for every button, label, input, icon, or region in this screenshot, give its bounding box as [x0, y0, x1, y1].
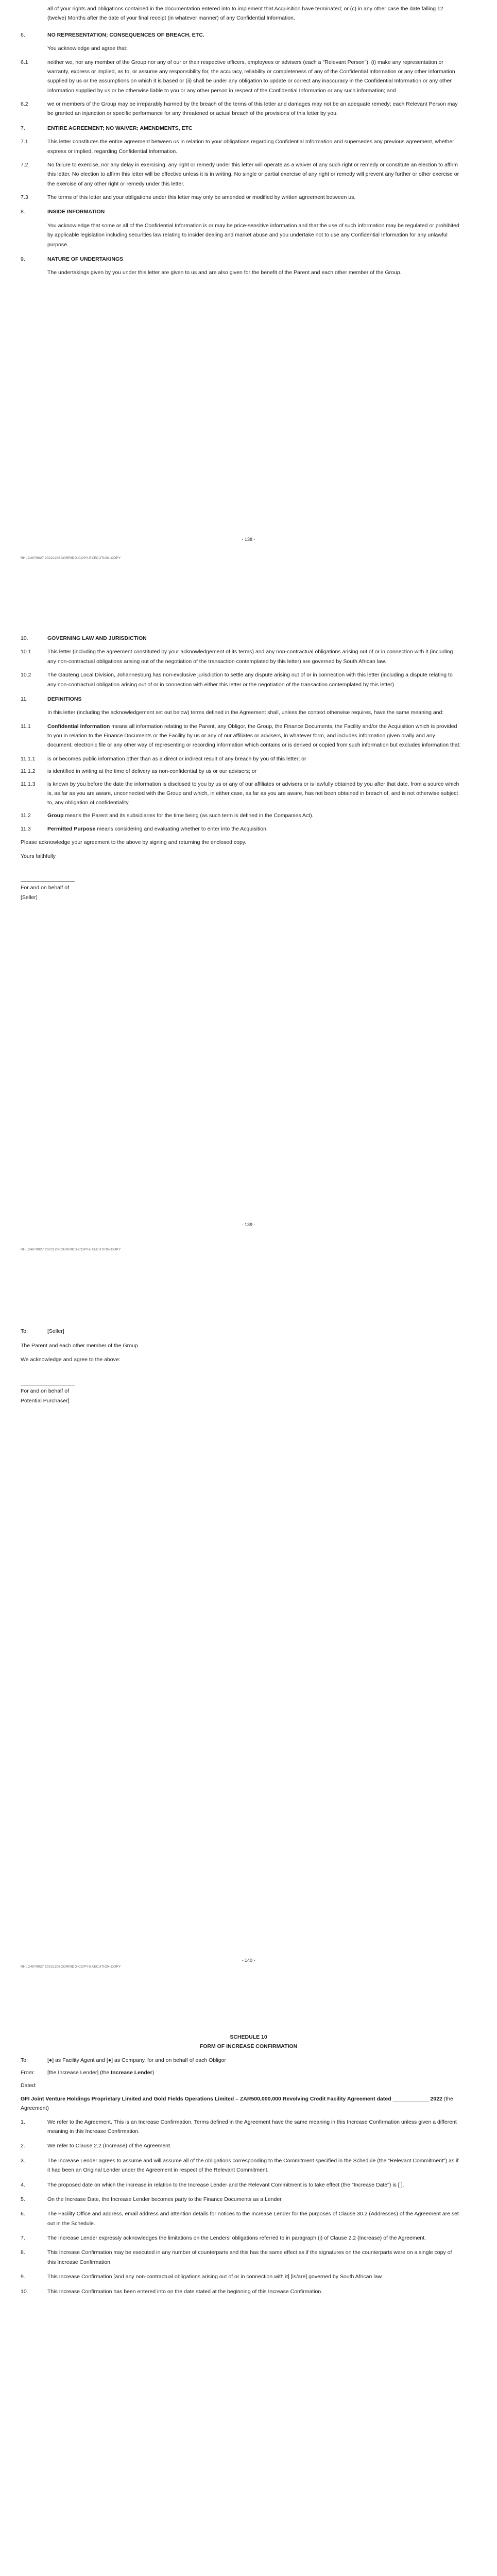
acknowledgement: We acknowledge and agree to the above:	[21, 1356, 121, 1363]
item-text: On the Increase Date, the Increase Lender becomes party to the Finance Documents as a Lender.	[47, 2196, 283, 2202]
definition-group	[0, 811, 497, 820]
clause-number: 6.1	[21, 59, 28, 65]
clause-number: 11.2	[21, 812, 31, 819]
clause-number: 11.1.3	[21, 781, 36, 787]
item-text: This Increase Confirmation [and any non-contractual obligations arising out of or in connection with it] [is/are] governed by South African law.	[47, 2274, 383, 2280]
clause-text: The Gauteng Local Division, Johannesburg has non-exclusive jurisdiction to settle any dispute arising out of or in connection with this letter (including a dispute relating to any non-contractual obligation arising out of or in connection with either this letter or the negotiation of the transaction contemplated by this letter).	[47, 672, 453, 688]
item-number: 6.	[21, 2211, 25, 2217]
clause-text: No failure to exercise, nor any delay in exercising, any right or remedy under this letter will operate as a waiver of any such right or remedy or constitute an election to affirm this letter. No election to affirm this letter will be effective unless it is in writing. No single or partial exercise of any right or remedy will prevent any further or other exercise or the exercise of any other right or remedy under this letter.	[47, 161, 459, 187]
page-139	[0, 634, 497, 906]
clause-6-2	[0, 99, 497, 118]
clause-7-2	[0, 160, 497, 189]
to-label: To:	[21, 1328, 28, 1334]
document-footer: RHLC4979027 20221206CORRIDG-COPY-EXECUTION-COPY	[21, 1248, 121, 1251]
page-number: - 140 -	[242, 1958, 255, 1963]
clause-number: 11.3	[21, 826, 31, 832]
item-text: We refer to Clause 2.2 (Increase) of the Agreement.	[47, 2143, 172, 2149]
section-11-intro: In this letter (including the acknowledgement set out below) terms defined in the Agreement shall, unless the context otherwise requires, have the same meaning and:	[47, 709, 444, 716]
clause-7-3	[0, 193, 497, 202]
increase-confirmation-items	[0, 2117, 497, 2296]
page-140	[0, 1327, 497, 1410]
section-number: 11.	[21, 696, 28, 702]
from-term: Increase Lender	[111, 2070, 152, 2076]
definition-text: means all information relating to the Parent, any Obligor, the Group, the Finance Documents, the Facility and/or the Acquisition which is provided to you in relation to the Finance Documents or the Facility by us or any of our affiliates or advisers, in whatever form, and includes information given orally and any document, electronic file or any other way of representing or recording information which contains or is derived or copied from such information but excludes information that:	[47, 723, 461, 749]
closing-text: Please acknowledge your agreement to the above by signing and returning the enclosed copy.	[21, 839, 247, 846]
signatory-line-1: For and on behalf of	[21, 1388, 69, 1395]
list-item	[0, 2233, 497, 2243]
definition-text: means the Parent and its subsidiaries for the time being (as such term is defined in the Companies Act).	[63, 812, 314, 819]
section-title: GOVERNING LAW AND JURISDICTION	[47, 635, 147, 641]
clause-number: 10.1	[21, 649, 31, 655]
to-value: [Seller]	[47, 1328, 64, 1334]
agreement-title-bold: GFI Joint Venture Holdings Proprietary Limited and Gold Fields Operations Limited – ZAR500,000,000 Revolving Credit Facility Agreement dated ____________ 2022	[21, 2095, 442, 2102]
clause-10-1	[0, 647, 497, 666]
clause-11-1-3	[0, 779, 497, 808]
clause-11-1-2	[0, 767, 497, 776]
agreement-title-rest: (the Agreement)	[21, 2095, 453, 2112]
section-7-heading	[0, 124, 497, 133]
schedule-title: FORM OF INCREASE CONFIRMATION	[199, 2043, 298, 2050]
clause-number: 6.2	[21, 101, 28, 107]
to-row	[0, 2056, 497, 2065]
section-8-heading	[0, 207, 497, 216]
section-9-text: The undertakings given by you under this letter are given to us and are also given for the benefit of the Parent and each other member of the Group.	[47, 269, 402, 276]
section-10-heading	[0, 634, 497, 643]
page-number: - 138 -	[242, 537, 255, 542]
clause-number: 7.2	[21, 161, 28, 168]
clause-text: is or becomes public information other than as a direct or indirect result of any breach by you of this letter; or	[47, 755, 306, 762]
clause-text: is identified in writing at the time of delivery as non-confidential by us or our advisers; or	[47, 768, 257, 775]
list-item	[0, 2272, 497, 2281]
document-footer: RHLC4979027 20221206CORRIDG-COPY-EXECUTION-COPY	[21, 1965, 121, 1969]
item-text: The Increase Lender agrees to assume and will assume all of the obligations corresponding to the Commitment specified in the Schedule (the "Relevant Commitment") as if it had been an Original Lender under the Agreement in respect of the Relevant Commitment.	[47, 2157, 459, 2174]
from-end: )	[152, 2070, 155, 2076]
item-number: 3.	[21, 2157, 25, 2164]
definition-permitted-purpose	[0, 824, 497, 834]
definition-text: means considering and evaluating whether to enter into the Acquisition.	[95, 826, 268, 832]
section-title: INSIDE INFORMATION	[47, 209, 105, 215]
clause-number: 7.3	[21, 194, 28, 200]
definition-confidential-information	[0, 722, 497, 750]
item-text: The proposed date on which the increase in relation to the Increase Lender and the Relevant Commitment is to take effect (the "Increase Date") is [ ].	[47, 2181, 404, 2188]
clause-10-2	[0, 670, 497, 689]
clause-text: This letter (including the agreement constituted by your acknowledgement of its terms) and any non-contractual obligations arising out of or in connection with it (including any non-contractual obligations arising out of the negotiation of the transaction contemplated by this letter) are governed by South African law.	[47, 649, 453, 665]
section-title: ENTIRE AGREEMENT; NO WAIVER; AMENDMENTS, ETC	[47, 125, 193, 131]
from-row	[0, 2068, 497, 2077]
clause-number: 7.1	[21, 139, 28, 145]
item-number: 1.	[21, 2119, 25, 2125]
defined-term: Permitted Purpose	[47, 826, 96, 832]
clause-number: 11.1	[21, 723, 31, 730]
section-number: 8.	[21, 209, 25, 215]
clause-number: 11.1.1	[21, 755, 36, 762]
clause-number: 10.2	[21, 672, 31, 679]
list-item	[0, 2141, 497, 2150]
section-number: 7.	[21, 125, 25, 131]
page-141	[0, 2032, 497, 2301]
section-title: DEFINITIONS	[47, 696, 82, 702]
section-number: 9.	[21, 256, 25, 262]
section-number: 10.	[21, 635, 28, 641]
to-label: To:	[21, 2057, 28, 2063]
item-text: This Increase Confirmation has been entered into on the date stated at the beginning of this Increase Confirmation.	[47, 2288, 323, 2295]
defined-term: Confidential Information	[47, 723, 110, 730]
agreement-title	[0, 2094, 497, 2113]
section-8-text: You acknowledge that some or all of the Confidential Information is or may be price-sensitive information and that the use of such information may be regulated or prohibited by applicable legislation including securities law relating to insider dealing and market abuse and you undertake not to use any Confidential Information for any unlawful purpose.	[47, 222, 459, 248]
clause-6-1	[0, 58, 497, 96]
to-row	[0, 1327, 497, 1336]
schedule-number: SCHEDULE 10	[230, 2034, 267, 2040]
item-text: The Increase Lender expressly acknowledges the limitations on the Lenders' obligations referred to in paragraph (i) of Clause 2.2 (Increase) of the Agreement.	[47, 2235, 426, 2241]
signatory-line-2: Potential Purchaser]	[21, 1397, 70, 1404]
list-item	[0, 2248, 497, 2267]
clause-7-1	[0, 137, 497, 156]
document-footer: RHLC4979027 20221206CORRIDG-COPY-EXECUTION-COPY	[21, 556, 121, 560]
item-text: The Facility Office and address, email address and attention details for notices to the Increase Lender for the purposes of Clause 30.2 (Addresses) of the Agreement are set out in the Schedule.	[47, 2211, 459, 2227]
section-11-heading	[0, 694, 497, 704]
dated-label: Dated:	[21, 2082, 37, 2089]
yours-faithfully: Yours faithfully	[21, 853, 56, 859]
clause-11-1-1	[0, 754, 497, 764]
page-138	[0, 4, 497, 282]
item-number: 8.	[21, 2249, 25, 2256]
continuation-text: all of your rights and obligations contained in the documentation entered into to implement that Acquisition have terminated; or (c) in any other case the date falling 12 (twelve) Months after the date of your final receipt (in whatever manner) of any Confidential Information.	[47, 6, 443, 22]
section-6-heading	[0, 30, 497, 40]
clause-text: is known by you before the date the information is disclosed to you by us or any of our affiliates or advisers or is lawfully obtained by you after that date, from a source which is, as far as you are aware, unconnected with the Group and which, in either case, as far as you are aware, has not been obtained in breach of, and is not otherwise subject to, any obligation of confidentiality.	[47, 781, 459, 806]
list-item	[0, 2117, 497, 2137]
section-intro: You acknowledge and agree that:	[47, 45, 128, 52]
section-title: NATURE OF UNDERTAKINGS	[47, 256, 124, 262]
item-text: This Increase Confirmation may be executed in any number of counterparts and this has the same effect as if the signatures on the counterparts were on a single copy of this Increase Confirmation.	[47, 2249, 452, 2265]
section-number: 6.	[21, 31, 25, 38]
list-item	[0, 2209, 497, 2228]
item-number: 9.	[21, 2274, 25, 2280]
to-value: [●] as Facility Agent and [●] as Company, for and on behalf of each Obligor	[47, 2057, 226, 2063]
clause-text: we or members of the Group may be irreparably harmed by the breach of the terms of this letter and damages may not be an adequate remedy; each Relevant Person may be granted an injunction or specific performance for any threatened or actual breach of the provisions of this letter by you.	[47, 101, 458, 117]
clause-text: The terms of this letter and your obligations under this letter may only be amended or modified by written agreement between us.	[47, 194, 356, 200]
clause-text: This letter constitutes the entire agreement between us in relation to your obligations regarding Confidential Information and supersedes any previous agreement, whether express or implied, regarding Confidential Information.	[47, 139, 454, 155]
clause-text: neither we, nor any member of the Group nor any of our or their respective officers, employees or advisers (each a "Relevant Person"): (i) make any representation or warranty, express or implied, as to, or assume any responsibility for, the accuracy, reliability or completeness of any of the Confidential Information or any other information supplied by us or the assumptions on which it is based or (ii) shall be under any obligation to update or correct any inaccuracy in the Confidential Information or any other information supplied by us or be otherwise liable to you or any other person in respect of the Confidential Information or any such information; and	[47, 59, 455, 94]
parent-line: The Parent and each other member of the Group	[21, 1343, 138, 1349]
item-number: 4.	[21, 2181, 25, 2188]
signatory-line-1: For and on behalf of	[21, 885, 69, 891]
list-item	[0, 2180, 497, 2190]
item-text: We refer to the Agreement. This is an Increase Confirmation. Terms defined in the Agreement have the same meaning in this Increase Confirmation unless given a different meaning in this Increase Confirmation.	[47, 2119, 457, 2134]
list-item	[0, 2195, 497, 2204]
from-label: From:	[21, 2070, 35, 2076]
clause-number: 11.1.2	[21, 768, 36, 775]
item-number: 5.	[21, 2196, 25, 2202]
defined-term: Group	[47, 812, 64, 819]
item-number: 2.	[21, 2143, 25, 2149]
item-number: 7.	[21, 2235, 25, 2241]
list-item	[0, 2287, 497, 2296]
list-item	[0, 2156, 497, 2175]
page-number: - 139 -	[242, 1222, 255, 1227]
section-title: NO REPRESENTATION; CONSEQUENCES OF BREACH, ETC.	[47, 31, 204, 38]
item-number: 10.	[21, 2288, 28, 2295]
signatory-line-2: [Seller]	[21, 894, 38, 901]
section-9-heading	[0, 255, 497, 264]
from-value: [the Increase Lender] (the	[47, 2070, 111, 2076]
